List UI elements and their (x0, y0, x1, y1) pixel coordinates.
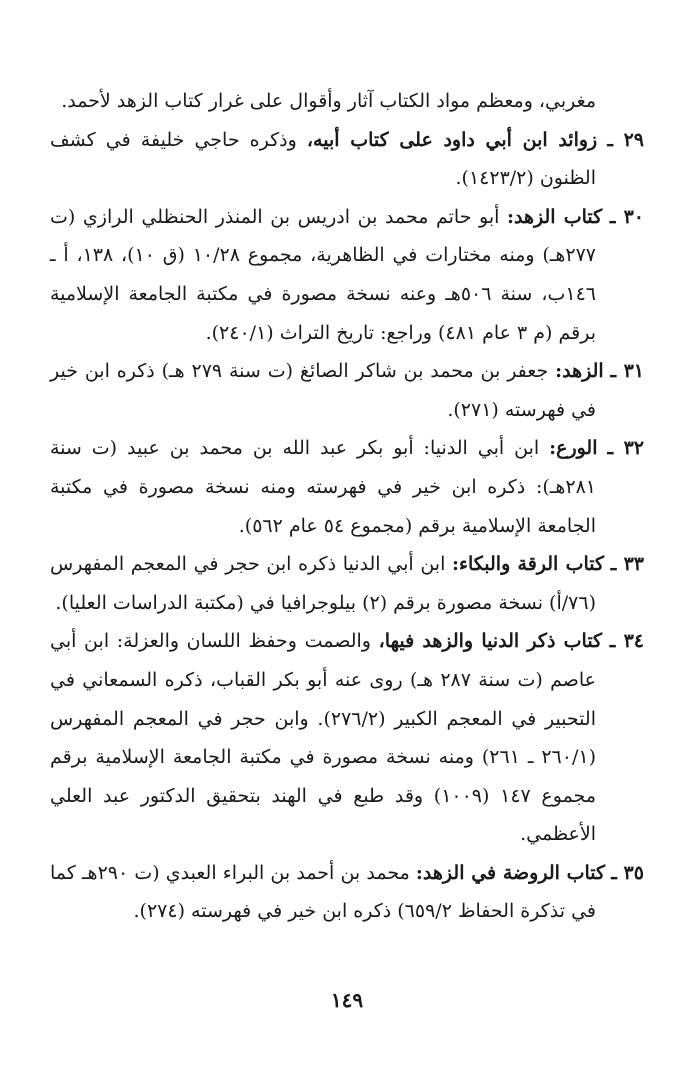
entry-title: زوائد ابن أبي داود على كتاب أبيه، (306, 128, 598, 151)
entry-title: كتاب الزهد: (507, 205, 603, 228)
intro-text: مغربي، ومعظم مواد الكتاب آثار وأقوال على غرار كتاب الزهد لأحمد. (61, 90, 596, 112)
page-number: ١٤٩ (330, 988, 364, 1012)
entry-number: ٣١ ـ (610, 360, 644, 383)
document-page (50, 82, 644, 931)
entry-number: ٣٣ ـ (610, 553, 644, 576)
entry-35 (50, 854, 644, 931)
entry-31 (50, 352, 644, 429)
intro-paragraph (50, 82, 644, 121)
entry-body: جعفر بن محمد بن شاكر الصائغ (ت سنة ٢٧٩ هـ) ذكره ابن خير في فهرسته (٢٧١). (50, 360, 596, 421)
entry-number: ٣٢ ـ (607, 437, 644, 460)
entry-title: كتاب ذكر الدنيا والزهد فيها، (378, 630, 603, 653)
entry-title: الزهد: (555, 360, 604, 383)
entry-number: ٣٤ ـ (609, 630, 645, 653)
entry-title: كتاب الرقة والبكاء: (452, 553, 605, 576)
entry-33 (50, 545, 644, 622)
entry-number: ٣٥ ـ (611, 861, 644, 884)
entry-number: ٢٩ ـ (607, 128, 644, 151)
entry-body: والصمت وحفظ اللسان والعزلة: ابن أبي عاصم (ت سنة ٢٨٧ هـ) روى عنه أبو بكر القباب، ذكره السمعاني في التحبير في المعجم الكبير (٢٧٦/٢). وابن حجر في المعجم المفهرس (٢٦٠/١ ـ ٢٦١) ومنه نسخة مصورة في مكتبة الجامعة الإسلامية برقم مجموع ١٤٧ (١٠٠٩) وقد طبع في الهند بتحقيق الدكتور عبد العلي الأعظمي. (50, 630, 596, 846)
entry-body: أبو حاتم محمد بن ادريس بن المنذر الحنظلي الرازي (ت ٢٧٧هـ) ومنه مختارات في الظاهرية، مجموع ١٠/٢٨ (ق ١٠)، ١٣٨، أ ـ ١٤٦ب، سنة ٥٠٦هـ وعنه نسخة مصورة في مكتبة الجامعة الإسلامية برقم (م ٣ عام ٤٨١) وراجع: تاريخ التراث (٢٤٠/١). (50, 205, 596, 344)
entry-30 (50, 198, 644, 352)
entry-title: الورع: (549, 437, 598, 460)
entry-34 (50, 622, 644, 854)
entry-title: كتاب الروضة في الزهد: (415, 861, 606, 884)
entry-29 (50, 121, 644, 198)
entry-body: ابن أبي الدنيا: أبو بكر عبد الله بن محمد بن عبيد (ت سنة ٢٨١هـ): ذكره ابن خير في فهرسته ومنه نسخة مصورة في مكتبة الجامعة الإسلامية برقم (مجموع ٥٤ عام ٥٦٢). (50, 437, 596, 537)
entry-body: محمد بن أحمد بن البراء العبدي (ت ٢٩٠هـ كما في تذكرة الحفاظ ٦٥٩/٢) ذكره ابن خير في فهرسته (٢٧٤). (50, 861, 596, 923)
entry-body: ابن أبي الدنيا ذكره ابن حجر في المعجم المفهرس (٧٦/أ) نسخة مصورة برقم (٢) بيلوجرافيا في (مكتبة الدراسات العليا). (50, 553, 596, 614)
entry-number: ٣٠ ـ (609, 205, 644, 228)
entry-body: وذكره حاجي خليفة في كشف الظنون (١٤٢٣/٢). (50, 128, 596, 190)
entry-32 (50, 429, 644, 545)
